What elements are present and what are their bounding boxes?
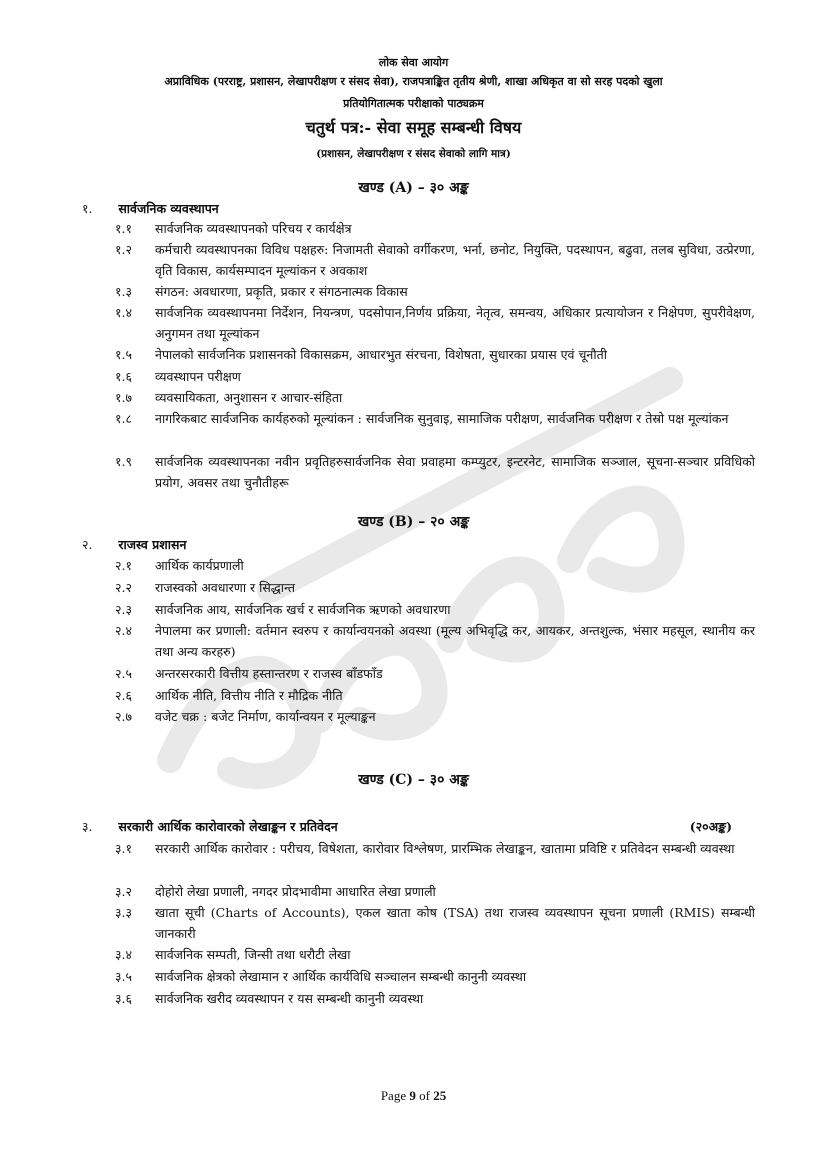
list-item [115, 451, 755, 493]
item-number: ३.६ [115, 991, 132, 1006]
topic-title: सार्वजनिक व्यवस्थापन [118, 201, 219, 216]
item-number: १.१ [115, 221, 132, 236]
item-text: सरकारी आर्थिक कारोवार : परीचय, विषेशता, कारोवार विश्लेषण, प्रारम्भिक लेखाङ्कन, खातामा प्रविष्टि र प्रतिवेदन सम्बन्धी व्यवस्था [155, 841, 735, 856]
item-number: १.४ [115, 305, 132, 320]
item-number: २.१ [115, 558, 132, 573]
paper-title: चतुर्थ पत्र:- सेवा समूह सम्बन्धी विषय [305, 118, 522, 137]
item-number: १.५ [115, 347, 132, 362]
item-number: १.९ [115, 454, 132, 469]
item-number: १.३ [115, 284, 132, 299]
item-number: १.२ [115, 242, 132, 257]
list-item [115, 663, 755, 684]
curriculum-label: प्रतियोगितात्मक परीक्षाको पाठ्यक्रम [343, 97, 484, 110]
topic-2 [82, 536, 732, 553]
list-item [115, 239, 755, 281]
item-number: १.८ [115, 411, 132, 426]
list-item [115, 966, 755, 987]
item-number: २.७ [115, 709, 132, 724]
item-text: सार्वजनिक क्षेत्रको लेखामान र आर्थिक कार्यविधि सञ्चालन सम्बन्धी कानुनी व्यवस्था [155, 969, 527, 984]
section-c-title: खण्ड (C) – ३० अङ्क [358, 772, 469, 788]
item-text: सार्वजनिक खरीद व्यवस्थापन र यस सम्बन्धी कानुनी व्यवस्था [155, 991, 424, 1006]
topic-1 [82, 200, 732, 217]
item-number: ३.२ [115, 884, 132, 899]
item-text: व्यवसायिकता, अनुशासन र आचार-संहिता [155, 390, 343, 405]
item-number: ३.३ [115, 905, 132, 920]
list-item [115, 838, 755, 859]
item-text: नेपालको सार्वजनिक प्रशासनको विकासक्रम, आधारभुत संरचना, विशेषता, सुधारका प्रयास एवं चूनौती [155, 347, 607, 362]
list-item [115, 881, 755, 902]
item-text: आर्थिक नीति, वित्तीय नीति र मौद्रिक नीति [155, 688, 343, 703]
item-number: २.२ [115, 580, 132, 595]
item-text: खाता सूची (Charts of Accounts), एकल खाता कोष (TSA) तथा राजस्व व्यवस्थापन सूचना प्रणाली (RMIS) सम्बन्धी जानकारी [155, 905, 755, 941]
topic-marks: (२०अङ्क) [689, 819, 732, 834]
item-text: सार्वजनिक व्यवस्थापनमा निर्देशन, नियन्त्रण, पदसोपान,निर्णय प्रक्रिया, नेतृत्व, समन्वय, अधिकार प्रत्यायोजन र निक्षेपण, सुपरीवेक्षण, अनुगमन तथा मूल्यांकन [155, 305, 755, 341]
item-text: राजस्वको अवधारणा र सिद्धान्त [155, 580, 296, 595]
item-number: ३.५ [115, 969, 132, 984]
of-word: of [419, 1088, 430, 1103]
list-item [115, 902, 755, 944]
item-text: वजेट चक्र : बजेट निर्माण, कार्यान्वयन र मूल्याङ्कन [155, 709, 376, 724]
topic-3 [82, 818, 732, 835]
list-item [115, 218, 755, 239]
list-item [115, 577, 755, 598]
page-footer [0, 1088, 827, 1104]
section-a-title: खण्ड (A) – ३० अङ्क [358, 180, 469, 196]
item-text: सार्वजनिक व्यवस्थापनको परिचय र कार्यक्षेत्र [155, 221, 352, 236]
list-item [115, 944, 755, 965]
topic-number: २. [82, 537, 93, 552]
topic-number: १. [82, 201, 93, 216]
item-number: २.४ [115, 623, 132, 638]
item-text: व्यवस्थापन परीक्षण [155, 369, 241, 384]
topic-title: राजस्व प्रशासन [118, 537, 187, 552]
page-number: 9 [409, 1088, 416, 1103]
item-text: संगठन: अवधारणा, प्रकृति, प्रकार र संगठनात्मक विकास [155, 284, 408, 299]
list-item [115, 344, 755, 365]
item-number: १.६ [115, 369, 132, 384]
page-total: 25 [433, 1088, 447, 1103]
item-text: सार्वजनिक व्यवस्थापनका नवीन प्रवृतिहरुसार्वजनिक सेवा प्रवाहमा कम्प्युटर, इन्टरनेट, सामाजिक सञ्जाल, सूचना-सञ्चार प्रविधिको प्रयोग, अवसर तथा चुनौतीहरू [155, 454, 755, 490]
list-item [115, 620, 755, 662]
list-item [115, 685, 755, 706]
item-number: १.७ [115, 390, 132, 405]
item-text: नागरिकबाट सार्वजनिक कार्यहरुको मूल्यांकन : सार्वजनिक सुनुवाइ, सामाजिक परीक्षण, सार्वजनिक परीक्षण र तेस्रो पक्ष मूल्यांकन [155, 411, 729, 426]
page-word: Page [380, 1088, 407, 1103]
item-number: ३.४ [115, 947, 132, 962]
commission-name: लोक सेवा आयोग [378, 56, 449, 69]
topic-title: सरकारी आर्थिक कारोवारको लेखाङ्कन र प्रतिवेदन [118, 819, 338, 834]
list-item [115, 988, 755, 1009]
item-text: कर्मचारी व्यवस्थापनका विविध पक्षहरु: निजामती सेवाको वर्गीकरण, भर्ना, छनोट, नियुक्ति, पदस्थापन, बढुवा, तलब सुविधा, उत्प्रेरणा, वृति विकास, कार्यसम्पादन मूल्यांकन र अवकाश [155, 242, 755, 278]
item-text: सार्वजनिक सम्पती, जिन्सी तथा धरौटी लेखा [155, 947, 351, 962]
item-number: २.३ [115, 602, 132, 617]
list-item [115, 599, 755, 620]
list-item [115, 366, 755, 387]
list-item [115, 555, 755, 576]
exam-description: अप्राविधिक (परराष्ट्र, प्रशासन, लेखापरीक्षण र संसद सेवा), राजपत्राङ्कित तृतीय श्रेणी, शाखा अधिकृत वा सो सरह पदको खुला [164, 75, 663, 88]
topic-number: ३. [82, 819, 93, 834]
item-number: ३.१ [115, 841, 132, 856]
item-text: दोहोरो लेखा प्रणाली, नगदर प्रोदभावीमा आधारित लेखा प्रणाली [155, 884, 436, 899]
paper-note: (प्रशासन, लेखापरीक्षण र संसद सेवाको लागि मात्र) [316, 148, 511, 160]
item-text: आर्थिक कार्यप्रणाली [155, 558, 244, 573]
item-text: नेपालमा कर प्रणाली: वर्तमान स्वरुप र कार्यान्वयनको अवस्था (मूल्य अभिवृद्धि कर, आयकर, अन्तशुल्क, भंसार महसूल, स्थानीय कर तथा अन्य करहरु) [155, 623, 755, 659]
list-item [115, 387, 755, 408]
item-number: २.५ [115, 666, 132, 681]
item-text: सार्वजनिक आय, सार्वजनिक खर्च र सार्वजनिक ऋणको अवधारणा [155, 602, 451, 617]
list-item [115, 706, 755, 727]
item-text: अन्तरसरकारी वित्तीय हस्तान्तरण र राजस्व बाँडफाँड [155, 666, 383, 681]
list-item [115, 408, 755, 429]
list-item [115, 302, 755, 344]
item-number: २.६ [115, 688, 132, 703]
list-item [115, 281, 755, 302]
section-b-title: खण्ड (B) – २० अङ्क [357, 514, 470, 530]
